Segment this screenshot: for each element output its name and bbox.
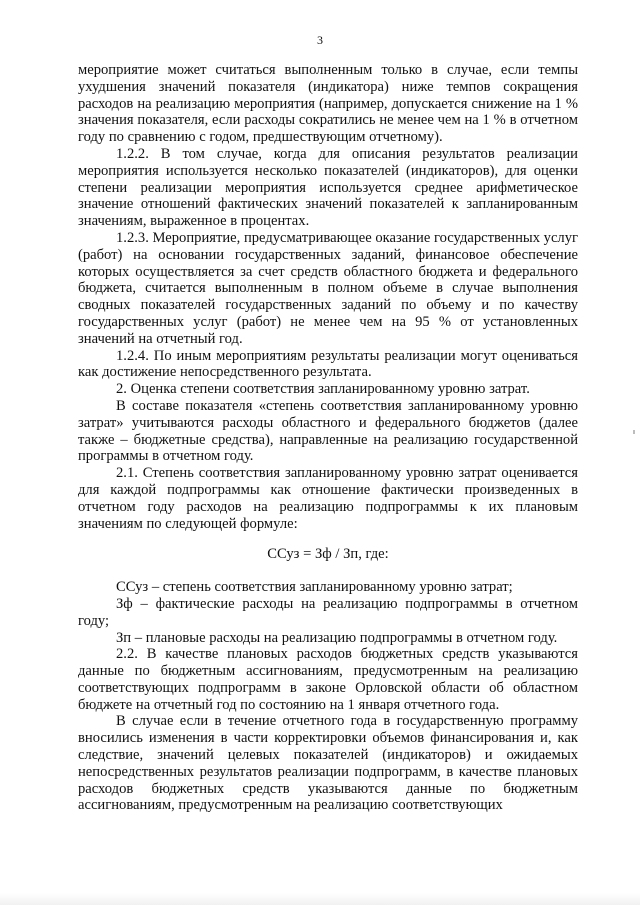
document-body xyxy=(78,62,578,814)
paragraph-changes: В случае если в течение отчетного года в государственную программу вносились изменения в части корректировки объемов финансирования и, как следствие, значений целевых показателей (индикаторов) и ожидаемых непосредственных результатов реализации подпрограмм, в качестве плановых расходов бюджетных средств указываются данные по бюджетным ассигнованиям, предусмотренным на реализацию соответствующих xyxy=(78,713,578,814)
paragraph-continuation: мероприятие может считаться выполненным только в случае, если темпы ухудшения значений показателя (индикатора) ниже темпов сокращения расходов на реализацию мероприятия (например, допускается снижение на 1 % значения показателя, если расходы сократились не менее чем на 1 % в отчетном году по сравнению с годом, предшествующим отчетному). xyxy=(78,62,578,146)
paragraph-2-1: 2.1. Степень соответствия запланированному уровню затрат оценивается для каждой подпрограммы как отношение фактически произведенных в отчетном году расходов на реализацию подпрограммы к их плановым значениям по следующей формуле: xyxy=(78,465,578,532)
scan-bottom-edge xyxy=(0,893,640,905)
page-number: 3 xyxy=(317,33,323,47)
formula: ССуз = Зф / Зп, где: xyxy=(267,546,389,563)
paragraph-2-2: 2.2. В качестве плановых расходов бюджетных средств указываются данные по бюджетным ассигнованиям, предусмотренным на реализацию соответствующих подпрограмм в законе Орловской области об областном бюджете на отчетный год по состоянию на 1 января отчетного года. xyxy=(78,646,578,713)
scan-mark xyxy=(633,430,635,434)
paragraph-1-2-3: 1.2.3. Мероприятие, предусматривающее оказание государственных услуг (работ) на основании государственных заданий, финансовое обеспечение которых осуществляется за счет средств областного бюджета и федерального бюджета, считается выполненным в полном объеме в случае выполнения сводных показателей государственных заданий по объему и по качеству государственных услуг (работ) не менее чем на 95 % от установленных значений на отчетный год. xyxy=(78,229,578,347)
paragraph-1-2-4: 1.2.4. По иным мероприятиям результаты реализации могут оцениваться как достижение непосредственного результата. xyxy=(78,347,578,381)
paragraph-1-2-2: 1.2.2. В том случае, когда для описания результатов реализации мероприятия используется несколько показателей (индикаторов), для оценки степени реализации мероприятия используется среднее арифметическое значение отношений фактических значений показателей к запланированным значениям, выраженное в процентах. xyxy=(78,145,578,230)
definition-zf: Зф – фактические расходы на реализацию подпрограммы в отчетном году; xyxy=(78,595,578,629)
definition-zp: Зп – плановые расходы на реализацию подпрограммы в отчетном году. xyxy=(116,629,558,646)
definition-ccuz: ССуз – степень соответствия запланированному уровню затрат; xyxy=(116,579,513,596)
paragraph-section-2-heading: 2. Оценка степени соответствия запланированному уровню затрат. xyxy=(116,381,530,398)
paragraph-cost-indicator: В составе показателя «степень соответствия запланированному уровню затрат» учитываются расходы областного и федерального бюджетов (далее также – бюджетные средства), направленные на реализацию государственной программы в отчетном году. xyxy=(78,397,578,465)
